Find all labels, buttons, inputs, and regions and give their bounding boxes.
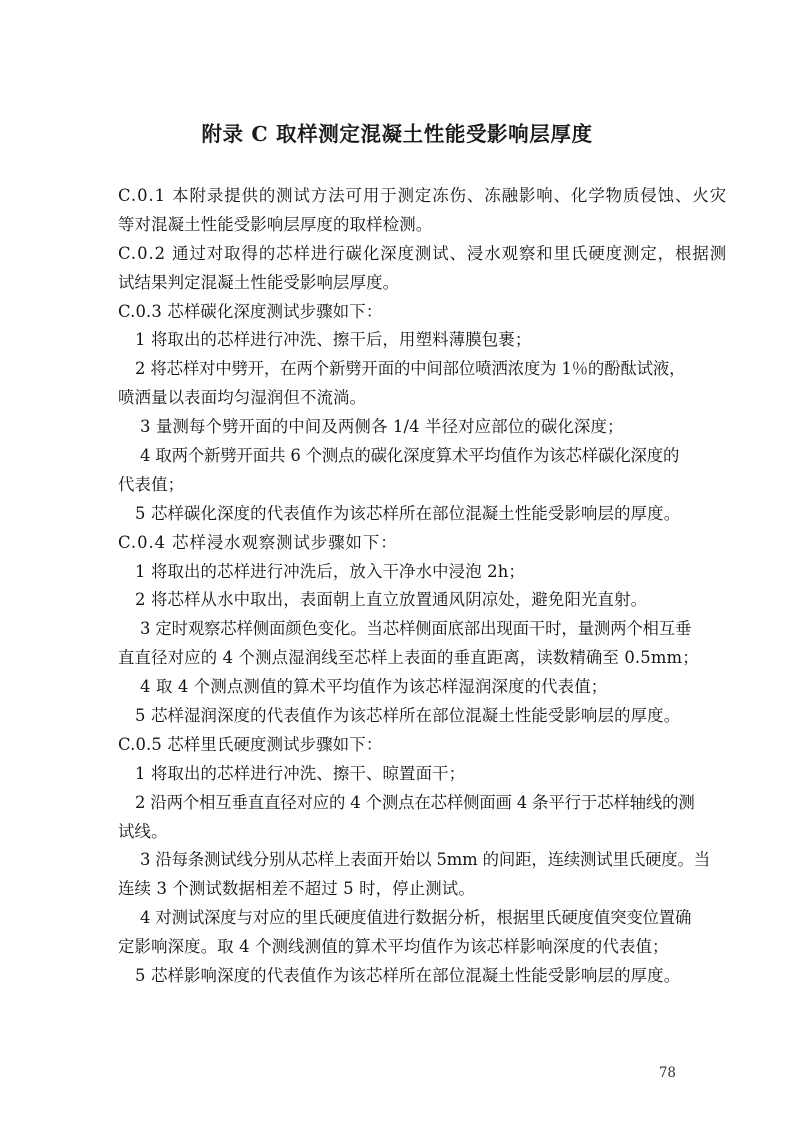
document-body [118,182,728,991]
body-line: C.0.3 芯样碳化深度测试步骤如下： [118,301,383,321]
body-line: 2 将芯样对中劈开，在两个新劈开面的中间部位喷洒浓度为 1％的酚酞试液， [135,359,686,379]
body-line: C.0.5 芯样里氏硬度测试步骤如下： [118,734,383,754]
body-line: 1 将取出的芯样进行冲洗后，放入干净水中浸泡 2h； [135,561,525,581]
body-line: C.0.1 本附录提供的测试方法可用于测定冻伤、冻融影响、化学物质侵蚀、火灾 [118,186,728,205]
body-line: 定影响深度。取 4 个测线测值的算术平均值作为该芯样影响深度的代表值； [118,937,669,957]
body-line: C.0.4 芯样浸水观察测试步骤如下： [118,532,398,552]
body-line: 2 将芯样从水中取出，表面朝上直立放置通风阴凉处，避免阳光直射。 [135,590,648,610]
body-line: 1 将取出的芯样进行冲洗、擦干、晾置面干； [135,763,466,783]
body-line: 3 量测每个劈开面的中间及两侧各 1/4 半径对应部位的碳化深度； [140,417,624,437]
body-line: 5 芯样影响深度的代表值作为该芯样所在部位混凝土性能受影响层的厚度。 [135,966,681,986]
body-line: 4 对测试深度与对应的里氏硬度值进行数据分析，根据里氏硬度值突变位置确 [140,908,692,928]
body-line: 等对混凝土性能受影响层厚度的取样检测。 [118,214,433,234]
body-line: 代表值； [118,474,185,494]
body-line: 3 沿每条测试线分别从芯样上表面开始以 5mm 的间距，连续测试里氏硬度。当 [140,850,710,870]
body-line: 1 将取出的芯样进行冲洗、擦干后，用塑料薄膜包裹； [135,330,532,350]
body-line: 2 沿两个相互垂直直径对应的 4 个测点在芯样侧面画 4 条平行于芯样轴线的测 [135,792,695,812]
body-line: 5 芯样碳化深度的代表值作为该芯样所在部位混凝土性能受影响层的厚度。 [135,503,681,523]
body-line: 试线。 [118,821,168,841]
page-number: 78 [658,1065,676,1081]
body-line: 连续 3 个测试数据相差不超过 5 时，停止测试。 [118,879,475,899]
body-line: 直直径对应的 4 个测点湿润线至芯样上表面的垂直距离，读数精确至 0.5mm； [118,648,699,668]
body-line: 3 定时观察芯样侧面颜色变化。当芯样侧面底部出现面干时，量测两个相互垂 [140,619,692,639]
body-line: 试结果判定混凝土性能受影响层厚度。 [118,272,400,292]
body-line: 4 取两个新劈开面共 6 个测点的碳化深度算术平均值作为该芯样碳化深度的 [140,446,680,466]
body-line: 4 取 4 个测点测值的算术平均值作为该芯样湿润深度的代表值； [140,677,608,697]
body-line: 5 芯样湿润深度的代表值作为该芯样所在部位混凝土性能受影响层的厚度。 [135,706,681,726]
body-line: C.0.2 通过对取得的芯样进行碳化深度测试、浸水观察和里氏硬度测定，根据测 [118,243,728,263]
page-title: 附录 C 取样测定混凝土性能受影响层厚度 [201,122,593,146]
body-line: 喷洒量以表面均匀湿润但不流淌。 [118,388,367,408]
